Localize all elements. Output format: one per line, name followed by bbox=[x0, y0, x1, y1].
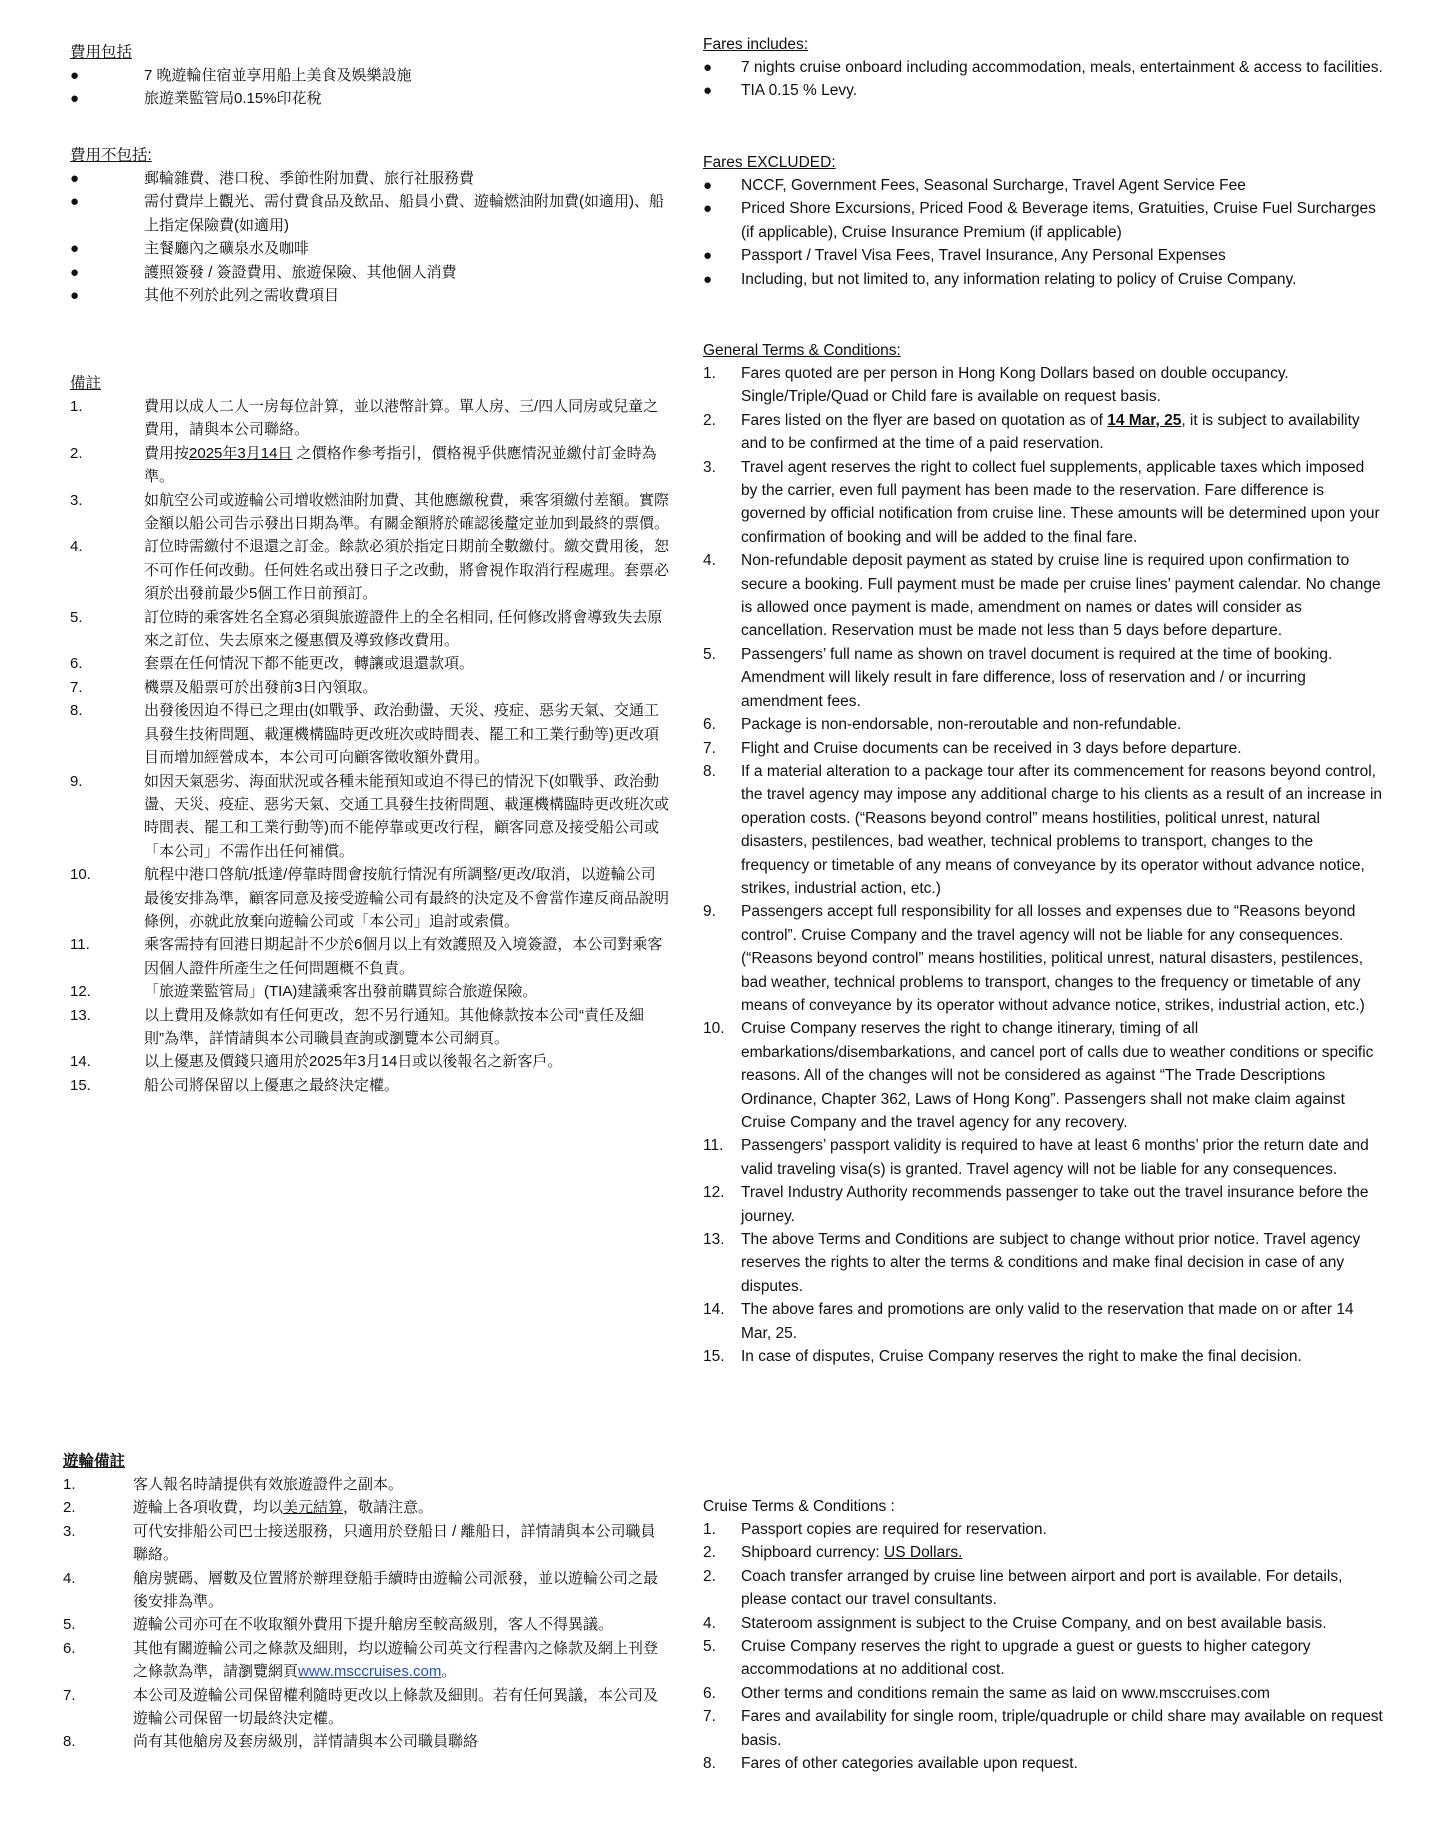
list-item: ● Priced Shore Excursions, Priced Food & Beverage items, Gratuities, Cruise Fuel Surcharges (if applicable), Cruise Insurance Premium (if applicable) bbox=[703, 197, 1383, 244]
list-item: 4. 艙房號碼、層數及位置將於辦理登船手續時由遊輪公司派發，並以遊輪公司之最後安排為準。 bbox=[63, 1569, 659, 1611]
list-item: 12. 「旅遊業監管局」(TIA)建議乘客出發前購買綜合旅遊保險。 bbox=[70, 983, 538, 1001]
list-item: ● NCCF, Government Fees, Seasonal Surcharge, Travel Agent Service Fee bbox=[703, 174, 1383, 197]
list-item: 6. Other terms and conditions remain the same as laid on www.msccruises.com bbox=[703, 1684, 1270, 1702]
list-item: ● 郵輪雜費、港口稅、季節性附加費、旅行社服務費 bbox=[70, 167, 670, 190]
en-general-terms-section bbox=[703, 339, 1383, 1368]
list-item: 8. If a material alteration to a package tour after its commencement for reasons beyond control, the travel agency may impose any additional charge to his clients as a result of an increase in operation costs. (“Reasons beyond control” means hostilities, political unrest, natural disasters, pestilences, bad weather, technical problems to transport, changes to the frequency or timetable of any means of conveyance by its operator without advance notice, strikes, industrial action, etc.) bbox=[703, 762, 1383, 897]
currency-note: 美元結算 bbox=[283, 1499, 344, 1517]
list-item: 5. 訂位時的乘客姓名全寫必須與旅遊證件上的全名相同, 任何修改將會導致失去原來之訂位、失去原來之優惠價及導致修改費用。 bbox=[70, 608, 663, 650]
list-item: 13. 以上費用及條款如有任何更改，恕不另行通知。其他條款按本公司“責任及細則”為準，詳情請與本公司職員查詢或瀏覽本公司網頁。 bbox=[70, 1006, 644, 1047]
en-general-terms-heading: General Terms & Conditions: bbox=[703, 342, 901, 359]
list-item: 11. 乘客需持有回港日期起計不少於6個月以上有效護照及入境簽證，本公司對乘客因個人證件所產生之任何問題概不負責。 bbox=[70, 936, 663, 977]
en-cruise-terms-list bbox=[703, 1518, 1383, 1775]
list-item: ● 主餐廳內之礦泉水及咖啡 bbox=[70, 237, 670, 260]
bullet-icon: ● bbox=[703, 177, 713, 194]
list-item: 9. Passengers accept full responsibility for all losses and expenses due to “Reasons beyond control”. Cruise Company and the travel agency will not be liable for any consequences. (“Reasons beyond control” means hostilities, political unrest, natural disasters, pestilences, bad weather, technical problems to transport, changes to the frequency or timetable of any means of conveyance by its operator without advance notice, strikes, industrial action, etc.) bbox=[703, 903, 1365, 1014]
list-item: 2. Fares listed on the flyer are based on quotation as of 14 Mar, 25, it is subject to availability and to be confirmed at the time of a paid reservation. bbox=[703, 411, 1360, 453]
zh-fares-included-section bbox=[70, 41, 670, 111]
en-fares-included-list bbox=[703, 56, 1383, 103]
list-item: 15. 船公司將保留以上優惠之最終決定權。 bbox=[70, 1076, 400, 1094]
bullet-icon: ● bbox=[703, 247, 713, 265]
list-item: 2. 費用按2025年3月14日 之價格作參考指引，價格視乎供應情況並繳付訂金時為準。 bbox=[70, 444, 657, 486]
list-item: 9. 如因天氣惡劣、海面狀況或各種未能預知或迫不得已的情況下(如戰爭、政治動盪、天災、疫症、惡劣天氣、交通工具發生技術問題、載運機構臨時更改班次或時間表、罷工和工業行動等)而不能停靠或更改行程，顧客同意及接受船公司或「本公司」不需作出任何補償。 bbox=[70, 772, 670, 860]
bullet-icon: ● bbox=[703, 82, 713, 100]
zh-remarks-section bbox=[70, 372, 670, 1097]
list-item: 8. Fares of other categories available upon request. bbox=[703, 1755, 1078, 1773]
list-item: 2. 遊輪上各項收費，均以美元結算，敬請注意。 bbox=[63, 1499, 434, 1517]
en-fares-excluded-heading: Fares EXCLUDED: bbox=[703, 154, 836, 171]
list-item: ● 旅遊業監管局0.15%印花稅 bbox=[70, 87, 670, 110]
en-fares-included-section bbox=[703, 33, 1383, 103]
bullet-icon: ● bbox=[70, 170, 80, 187]
en-fares-included-heading: Fares includes: bbox=[703, 36, 809, 53]
bullet-icon: ● bbox=[703, 59, 713, 76]
list-item: 5. 遊輪公司亦可在不收取額外費用下提升艙房至較高級別，客人不得異議。 bbox=[63, 1616, 614, 1634]
list-item: ● 護照簽發 / 簽證費用、旅遊保險、其他個人消費 bbox=[70, 261, 670, 284]
zh-cruise-remarks-heading: 遊輪備註 bbox=[63, 1453, 126, 1470]
list-item: 1. 費用以成人二人一房每位計算，並以港幣計算。單人房、三/四人同房或兒童之費用，請與本公司聯絡。 bbox=[70, 398, 659, 439]
zh-fares-included-heading: 費用包括 bbox=[70, 44, 133, 61]
msc-website-link[interactable]: www.msccruises.com bbox=[298, 1663, 442, 1681]
en-cruise-terms-heading: Cruise Terms & Conditions : bbox=[703, 1498, 895, 1515]
bullet-icon: ● bbox=[70, 287, 80, 305]
en-fares-excluded-list bbox=[703, 174, 1383, 291]
list-item: 4. Stateroom assignment is subject to the Cruise Company, and on best available basis. bbox=[703, 1614, 1327, 1632]
list-item: 3. 可代安排船公司巴士接送服務，只適用於登船日 / 離船日，詳情請與本公司職員聯絡。 bbox=[63, 1522, 656, 1564]
zh-remarks-heading: 備註 bbox=[70, 375, 102, 392]
list-item: ● Passport / Travel Visa Fees, Travel Insurance, Any Personal Expenses bbox=[703, 244, 1383, 267]
list-item: 7. Fares and availability for single room, triple/quadruple or child share may available on request basis. bbox=[703, 1708, 1383, 1749]
list-item: ● TIA 0.15 % Levy. bbox=[703, 79, 1383, 102]
list-item: 1. Passport copies are required for reservation. bbox=[703, 1521, 1047, 1538]
zh-fares-included-list bbox=[70, 64, 670, 111]
list-item: 15. In case of disputes, Cruise Company reserves the right to make the final decision. bbox=[703, 1348, 1302, 1366]
bullet-icon: ● bbox=[70, 67, 80, 84]
currency-note: US Dollars. bbox=[884, 1544, 963, 1562]
list-item: 2. Coach transfer arranged by cruise line between airport and port is available. For details, please contact our travel consultants. bbox=[703, 1567, 1343, 1609]
bullet-icon: ● bbox=[70, 193, 80, 211]
list-item: 3. 如航空公司或遊輪公司增收燃油附加費、其他應繳稅費，乘客須繳付差額。實際金額以船公司告示發出日期為準。有關金額將於確認後釐定並加到最終的票價。 bbox=[70, 491, 670, 533]
list-item: 5. Passengers’ full name as shown on travel document is required at the time of booking. Amendment will likely result in fare difference, loss of reservation and / or incurring amendment fees. bbox=[703, 645, 1333, 710]
list-item: 10. 航程中港口啓航/抵達/停靠時間會按航行情況有所調整/更改/取消，以遊輪公司最後安排為準，顧客同意及接受遊輪公司有最終的決定及不會當作違反商品說明條例，亦就此放棄向遊輪公司或「本公司」追討或索償。 bbox=[70, 866, 670, 930]
list-item: 8. 尚有其他艙房及套房級別，詳情請與本公司職員聯絡 bbox=[63, 1733, 479, 1751]
list-item: 4. Non-refundable deposit payment as stated by cruise line is required upon confirmation to secure a booking. Full payment must be made per cruise lines’ payment calendar. No change is allowed once payment is made, amendment on names or dates will consider as cancellation. Reservation must be made not less than 5 days before departure. bbox=[703, 552, 1381, 640]
list-item: 14. The above fares and promotions are only valid to the reservation that made on or after 14 Mar, 25. bbox=[703, 1301, 1354, 1342]
list-item: 6. 其他有關遊輪公司之條款及細則，均以遊輪公司英文行程書內之條款及網上刊登之條款為準，請瀏覽網頁www.msccruises.com。 bbox=[63, 1639, 659, 1681]
list-item: 8. 出發後因迫不得已之理由(如戰爭、政治動盪、天災、疫症、惡劣天氣、交通工具發生技術問題、載運機構臨時更改班次或時間表、罷工和工業行動等)更改項目而增加經營成本，本公司可向顧客徵收額外費用。 bbox=[70, 702, 659, 767]
zh-cruise-remarks-list bbox=[63, 1473, 670, 1754]
list-item: 5. Cruise Company reserves the right to upgrade a guest or guests to higher category accommodations at no additional cost. bbox=[703, 1638, 1311, 1679]
quote-date: 14 Mar, 25 bbox=[1107, 411, 1182, 429]
list-item: 3. Travel agent reserves the right to collect fuel supplements, applicable taxes which imposed by the carrier, even full payment has been made to the reservation. Fare difference is governed by official notification from cruise line. These amounts will be determined upon your confirmation of booking and will be added to the final fare. bbox=[703, 458, 1380, 546]
list-item: 2. Shipboard currency: US Dollars. bbox=[703, 1544, 963, 1562]
bullet-icon: ● bbox=[703, 270, 713, 288]
en-cruise-terms-section bbox=[703, 1495, 1383, 1775]
list-item: 7. 本公司及遊輪公司保留權利隨時更改以上條款及細則。若有任何異議，本公司及遊輪公司保留一切最終決定權。 bbox=[63, 1686, 659, 1728]
list-item: 6. 套票在任何情況下都不能更改，轉讓或退還款項。 bbox=[70, 655, 475, 673]
bullet-icon: ● bbox=[70, 263, 80, 281]
bullet-icon: ● bbox=[70, 240, 80, 258]
list-item: 6. Package is non-endorsable, non-reroutable and non-refundable. bbox=[703, 716, 1182, 734]
zh-fares-excluded-list bbox=[70, 167, 670, 307]
list-item: 7. Flight and Cruise documents can be received in 3 days before departure. bbox=[703, 739, 1242, 757]
list-item: 10. Cruise Company reserves the right to change itinerary, timing of all embarkations/disembarkations, and cancel port of calls due to weather conditions or specific reasons. All of the changes will not be considered as against “The Trade Descriptions Ordinance, Chapter 362, Laws of Hong Kong”. Passengers shall not make claim against Cruise Company and the travel agency for any recovery. bbox=[703, 1020, 1374, 1131]
zh-fares-excluded-heading: 費用不包括: bbox=[70, 147, 152, 164]
list-item: ● 其他不列於此列之需收費項目 bbox=[70, 284, 670, 307]
list-item: 12. Travel Industry Authority recommends passenger to take out the travel insurance before the journey. bbox=[703, 1184, 1369, 1225]
zh-fares-excluded-section bbox=[70, 144, 670, 307]
en-general-terms-list bbox=[703, 362, 1383, 1368]
bullet-icon: ● bbox=[703, 200, 713, 218]
list-item: 1. 客人報名時請提供有效旅遊證件之副本。 bbox=[63, 1476, 404, 1493]
zh-cruise-remarks-section bbox=[63, 1450, 670, 1754]
list-item: ● 需付費岸上觀光、需付費食品及飲品、船員小費、遊輪燃油附加費(如適用)、船上指定保險費(如適用) bbox=[70, 190, 670, 237]
quote-date: 2025年3月14日 bbox=[189, 444, 293, 462]
list-item: 11. Passengers’ passport validity is required to have at least 6 months’ prior the return date and valid traveling visa(s) is granted. Travel agency will not be liable for any consequences. bbox=[703, 1137, 1369, 1178]
list-item: 4. 訂位時需繳付不退還之訂金。餘款必須於指定日期前全數繳付。繳交費用後，恕不可作任何改動。任何姓名或出發日子之改動，將會視作取消行程處理。套票必須於出發前最少5個工作日前預訂。 bbox=[70, 538, 670, 603]
list-item: ● 7 nights cruise onboard including accommodation, meals, entertainment & access to facilities. bbox=[703, 56, 1383, 79]
list-item: ● 7 晚遊輪住宿並享用船上美食及娛樂設施 bbox=[70, 64, 670, 87]
list-item: 1. Fares quoted are per person in Hong Kong Dollars based on double occupancy. Single/Triple/Quad or Child fare is available on request basis. bbox=[703, 365, 1289, 406]
bullet-icon: ● bbox=[70, 90, 80, 108]
list-item: ● Including, but not limited to, any information relating to policy of Cruise Company. bbox=[703, 268, 1383, 291]
list-item: 7. 機票及船票可於出發前3日內領取。 bbox=[70, 678, 378, 696]
list-item: 13. The above Terms and Conditions are subject to change without prior notice. Travel agency reserves the rights to alter the terms & conditions and make final decision in case of any disputes. bbox=[703, 1231, 1361, 1295]
list-item: 14. 以上優惠及價錢只適用於2025年3月14日或以後報名之新客戶。 bbox=[70, 1053, 563, 1071]
zh-remarks-list bbox=[70, 395, 670, 1097]
en-fares-excluded-section bbox=[703, 151, 1383, 291]
